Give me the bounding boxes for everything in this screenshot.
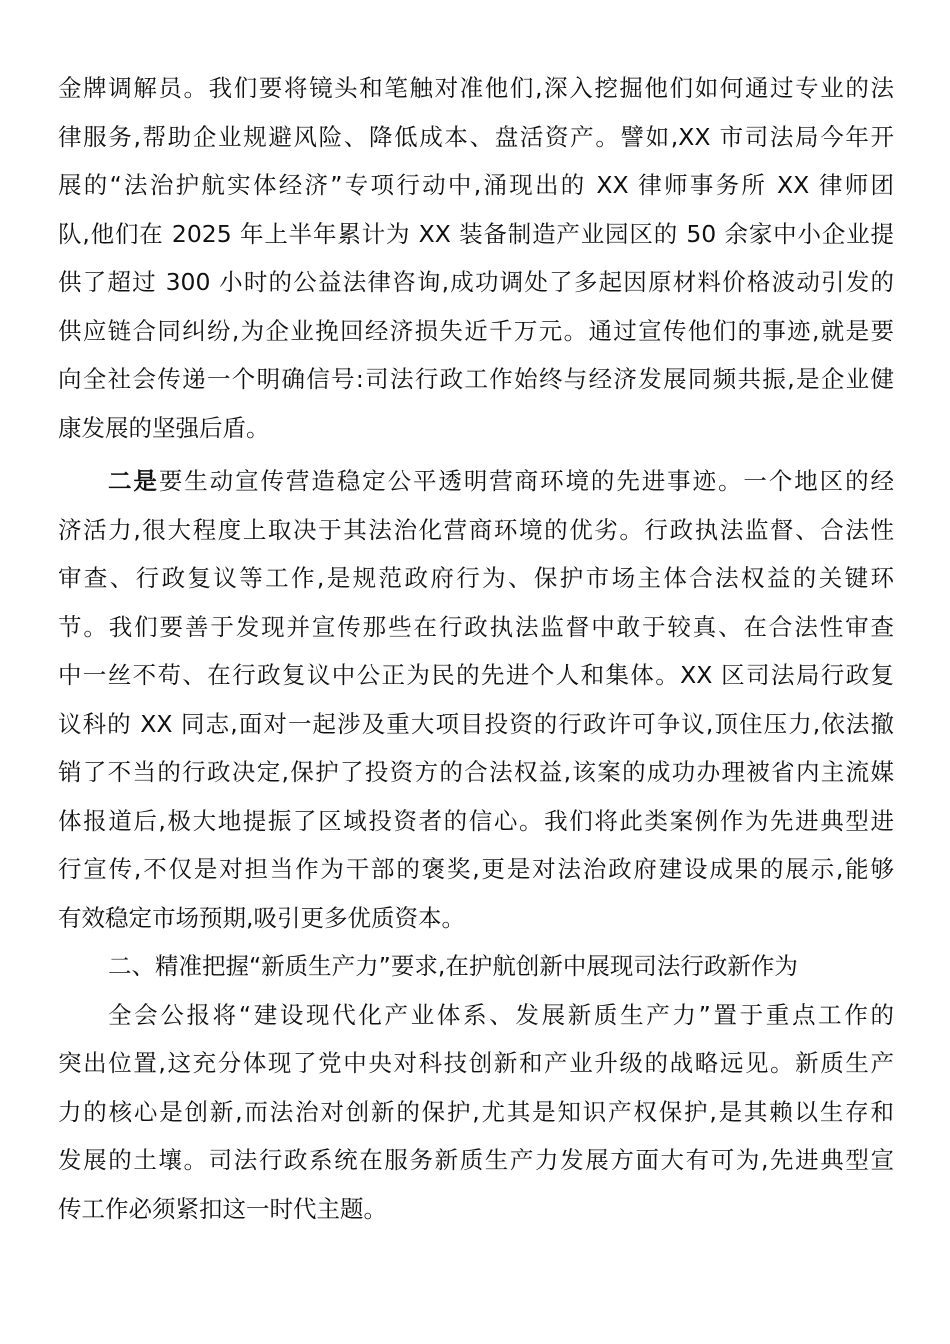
text-line: 审查、行政复议等工作,是规范政府行为、保护市场主体合法权益的关键环 (58, 564, 894, 592)
text-line: 济活力,很大程度上取决于其法治化营商环境的优劣。行政执法监督、合法性 (58, 515, 894, 544)
paragraph-gold-mediator-continuation (58, 64, 894, 452)
paragraph-new-productivity (58, 991, 894, 1234)
text-line: 供了超过 300 小时的公益法律咨询,成功调处了多起因原材料价格波动引发的 (58, 268, 894, 296)
text-line-first: 全会公报将“建设现代化产业体系、发展新质生产力”置于重点工作的 (108, 1000, 894, 1029)
text-line: 传工作必须紧扣这一时代主题。 (58, 1194, 387, 1223)
section-heading (58, 942, 894, 991)
text-line: 体报道后,极大地提振了区域投资者的信心。我们将此类案例作为先进典型进 (58, 806, 894, 835)
bold-lead-label: 二是 (108, 467, 159, 495)
text-line: 发展的土壤。司法行政系统在服务新质生产力发展方面大有可为,先进典型宣 (58, 1146, 894, 1174)
text-line: 突出位置,这充分体现了党中央对科技创新和产业升级的战略远见。新质生产 (58, 1049, 894, 1077)
text-line: 律服务,帮助企业规避风险、降低成本、盘活资产。譬如,XX 市司法局今年开 (58, 122, 894, 151)
text-line: 中一丝不苟、在行政复议中公正为民的先进个人和集体。XX 区司法局行政复 (58, 661, 894, 689)
text-line: 向全社会传递一个明确信号:司法行政工作始终与经济发展同频共振,是企业健 (58, 365, 894, 393)
text-line: 队,他们在 2025 年上半年累计为 XX 装备制造产业园区的 50 余家中小企业提 (58, 219, 894, 248)
paragraph-business-environment (58, 457, 894, 942)
text-line: 销了不当的行政决定,保护了投资方的合法权益,该案的成功办理被省内主流媒 (58, 758, 894, 786)
text-line: 行宣传,不仅是对担当作为干部的褒奖,更是对法治政府建设成果的展示,能够 (58, 855, 894, 883)
text-line-first (58, 457, 894, 506)
section-heading-text: 二、精准把握“新质生产力”要求,在护航创新中展现司法行政新作为 (108, 952, 798, 980)
document-page (58, 64, 894, 1233)
text-line: 有效稳定市场预期,吸引更多优质资本。 (58, 903, 465, 932)
text-line: 康发展的坚强后盾。 (58, 413, 270, 442)
text-line-content: 要生动宣传营造稳定公平透明营商环境的先进事迹。一个地区的经 (158, 467, 895, 495)
text-line: 金牌调解员。我们要将镜头和笔触对准他们,深入挖掘他们如何通过专业的法 (58, 74, 894, 102)
text-line: 节。我们要善于发现并宣传那些在行政执法监督中敢于较真、在合法性审查 (58, 612, 894, 641)
text-line: 供应链合同纠纷,为企业挽回经济损失近千万元。通过宣传他们的事迹,就是要 (58, 316, 894, 345)
text-line: 展的“法治护航实体经济”专项行动中,涌现出的 XX 律师事务所 XX 律师团 (58, 171, 894, 199)
text-line: 议科的 XX 同志,面对一起涉及重大项目投资的行政许可争议,顶住压力,依法撤 (58, 709, 894, 738)
text-line: 力的核心是创新,而法治对创新的保护,尤其是知识产权保护,是其赖以生存和 (58, 1097, 894, 1126)
